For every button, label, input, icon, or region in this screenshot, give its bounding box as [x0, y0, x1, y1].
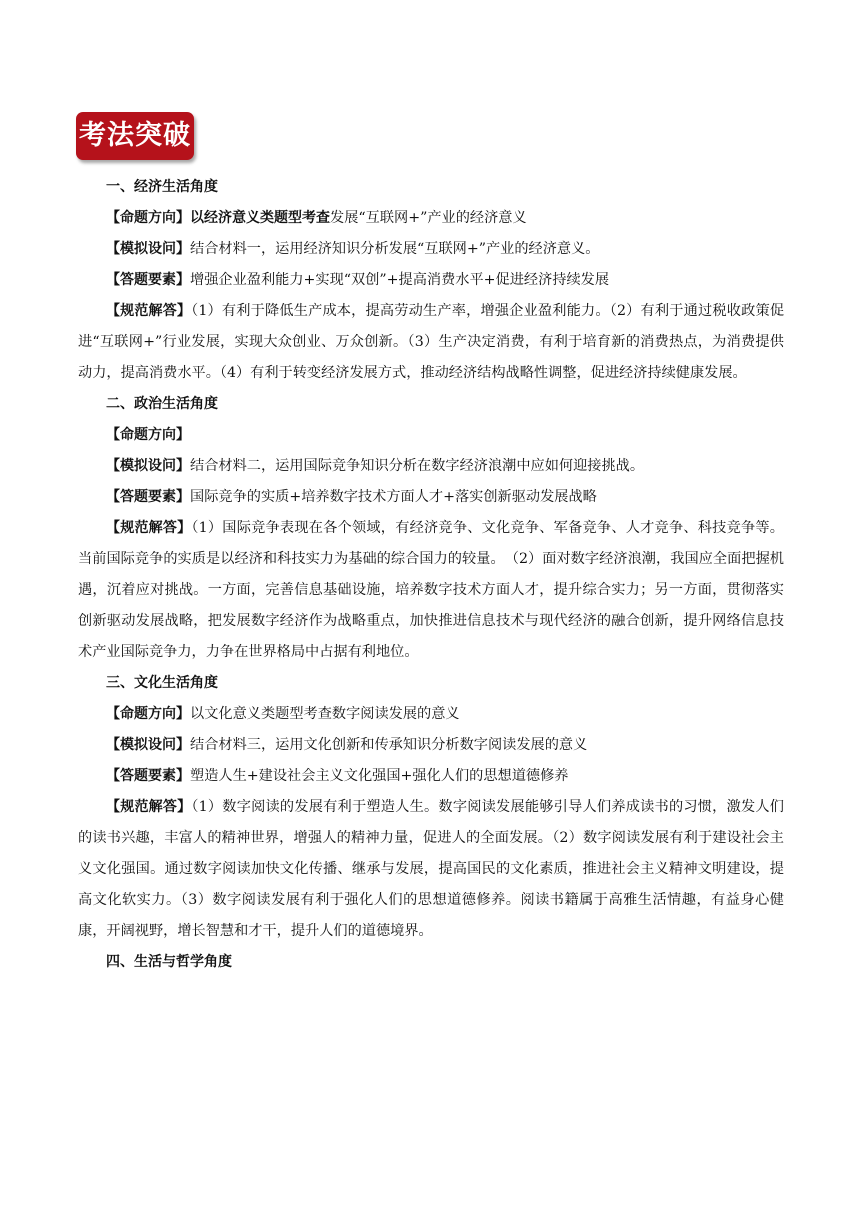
direction-text: 以文化意义类题型考查数字阅读发展的意义	[190, 706, 460, 722]
section-political	[78, 389, 784, 668]
question-text: 结合材料二，运用国际竞争知识分析在数字经济浪潮中应如何迎接挑战。	[190, 458, 645, 474]
question-tag: 【模拟设问】	[106, 458, 190, 474]
document-body	[78, 172, 784, 978]
section-philosophy	[78, 947, 784, 978]
answer-paragraph	[78, 513, 784, 668]
elements-tag: 【答题要素】	[106, 489, 190, 505]
direction-tag: 【命题方向】	[106, 210, 190, 226]
elements-text: 增强企业盈利能力+实现“双创”+提高消费水平+促进经济持续发展	[190, 272, 610, 288]
section-economic	[78, 172, 784, 389]
section-heading: 四、生活与哲学角度	[106, 954, 232, 970]
question-text: 结合材料一，运用经济知识分析发展“互联网+”产业的经济意义。	[190, 241, 600, 257]
section-heading: 一、经济生活角度	[106, 179, 218, 195]
question-tag: 【模拟设问】	[106, 241, 190, 257]
question-line	[78, 451, 784, 482]
section-cultural	[78, 668, 784, 947]
answer-tag: 【规范解答】	[106, 520, 192, 536]
elements-line	[78, 265, 784, 296]
answer-paragraph	[78, 296, 784, 389]
direction-tag: 【命题方向】	[106, 706, 190, 722]
direction-emphasis: 以经济意义类题型考查	[190, 210, 330, 226]
question-line	[78, 730, 784, 761]
section-badge: 考法突破	[76, 112, 194, 160]
elements-tag: 【答题要素】	[106, 272, 190, 288]
answer-text: （1）有利于降低生产成本，提高劳动生产率，增强企业盈利能力。（2）有利于通过税收政策促进“互联网+”行业发展，实现大众创业、万众创新。（3）生产决定消费，有利于培育新的消费热点，为消费提供动力，提高消费水平。（4）有利于转变经济发展方式，推动经济结构战略性调整，促进经济持续健康发展。	[78, 303, 785, 381]
direction-tag: 【命题方向】	[106, 427, 190, 443]
answer-text: （1）国际竞争表现在各个领域，有经济竞争、文化竞争、军备竞争、人才竞争、科技竞争等。当前国际竞争的实质是以经济和科技实力为基础的综合国力的较量。 （2）面对数字经济浪潮，我国应全面把握机遇，沉着应对挑战。一方面，完善信息基础设施，培养数字技术方面人才，提升综合实力；另一方面，贯彻落实创新驱动发展战略，把发展数字经济作为战略重点，加快推进信息技术与现代经济的融合创新，提升网络信息技术产业国际竞争力，力争在世界格局中占据有利地位。	[78, 520, 784, 660]
direction-line	[78, 420, 784, 451]
answer-text: （1）数字阅读的发展有利于塑造人生。数字阅读发展能够引导人们养成读书的习惯，激发人们的读书兴趣，丰富人的精神世界，增强人的精神力量，促进人的全面发展。（2）数字阅读发展有利于建设社会主义文化强国。通过数字阅读加快文化传播、继承与发展，提高国民的文化素质，推进社会主义精神文明建设，提高文化软实力。（3）数字阅读发展有利于强化人们的思想道德修养。阅读书籍属于高雅生活情趣，有益身心健康，开阔视野，增长智慧和才干，提升人们的道德境界。	[78, 799, 784, 939]
answer-tag: 【规范解答】	[106, 303, 192, 319]
question-tag: 【模拟设问】	[106, 737, 190, 753]
section-heading: 三、文化生活角度	[106, 675, 218, 691]
answer-tag: 【规范解答】	[106, 799, 192, 815]
question-text: 结合材料三，运用文化创新和传承知识分析数字阅读发展的意义	[190, 737, 588, 753]
elements-line	[78, 761, 784, 792]
direction-line	[78, 699, 784, 730]
question-line	[78, 234, 784, 265]
direction-line	[78, 203, 784, 234]
elements-tag: 【答题要素】	[106, 768, 190, 784]
elements-text: 国际竞争的实质+培养数字技术方面人才+落实创新驱动发展战略	[190, 489, 597, 505]
section-heading: 二、政治生活角度	[106, 396, 218, 412]
answer-paragraph	[78, 792, 784, 947]
elements-line	[78, 482, 784, 513]
direction-text: 发展“互联网+”产业的经济意义	[330, 210, 527, 226]
elements-text: 塑造人生+建设社会主义文化强国+强化人们的思想道德修养	[190, 768, 569, 784]
